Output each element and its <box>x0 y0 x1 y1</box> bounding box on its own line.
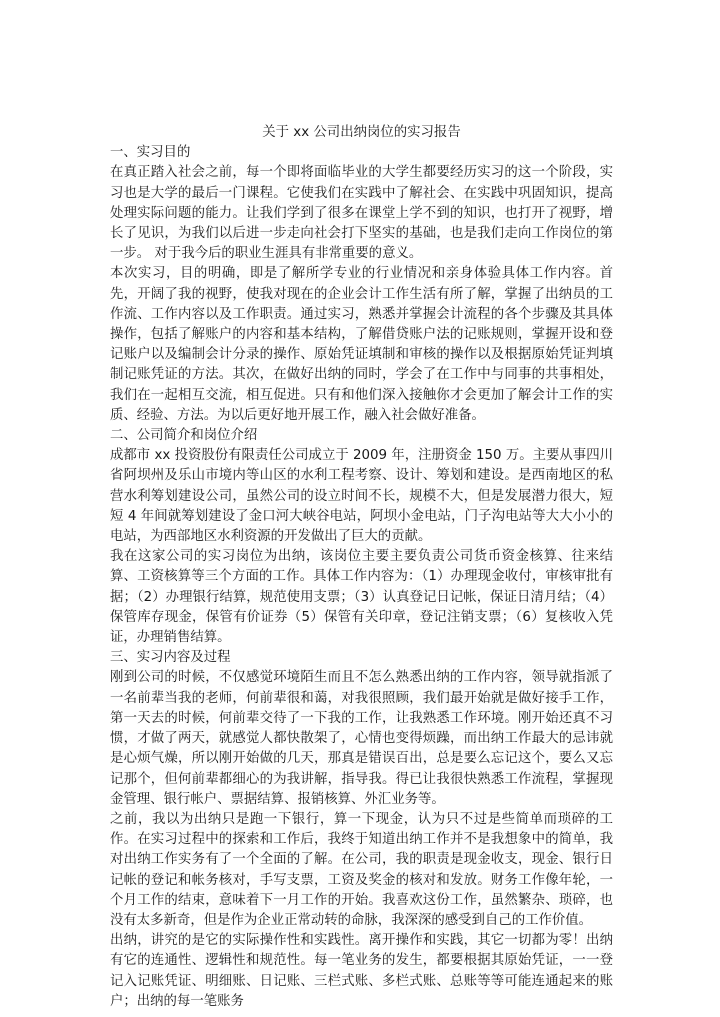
document-title: 关于 xx 公司出纳岗位的实习报告 <box>262 125 461 140</box>
paragraph-company-intro: 成都市 xx 投资股份有限责任公司成立于 2009 年，注册资金 150 万。主要从事四川省阿坝州及乐山市境内等山区的水利工程考察、设计、筹划和建设。是西南地区的私营水利筹划建设公司，虽然公司的设立时间不长，规模不大，但是发展潜力很大，短短 4 年间就筹划建设了金口河大峡谷电站，阿坝小金电站，门子沟电站等大大小小的电站，为西部地区水利资源的开发做出了巨大的贡献。 <box>110 448 613 545</box>
paragraph-purpose-1: 在真正踏入社会之前，每一个即将面临毕业的大学生都要经历实习的这一个阶段，实习也是大学的最后一门课程。它使我们在实践中了解社会、在实践中巩固知识，提高处理实际问题的能力。让我们学到了很多在课堂上学不到的知识，也打开了视野，增长了见识，为我们以后进一步走向社会打下坚实的基础，也是我们走向工作岗位的第一步。 对于我今后的职业生涯具有非常重要的意义。 <box>110 165 613 262</box>
section-heading-process: 三、实习内容及过程 <box>110 650 231 666</box>
section-heading-purpose: 一、实习目的 <box>110 145 191 161</box>
paragraph-process-2: 之前，我以为出纳只是跑一下银行，算一下现金，认为只不过是些简单而琐碎的工作。在实习过程中的探索和工作后，我终于知道出纳工作并不是我想象中的简单，我对出纳工作实务有了一个全面的了解。在公司，我的职责是现金收支，现金、银行日记帐的登记和帐务核对，手写支票，工资及奖金的核对和发放。财务工作像年轮，一个月工作的结束，意味着下一月工作的开始。我喜欢这份工作，虽然繁杂、琐碎，也没有太多新奇，但是作为企业正常动转的命脉，我深深的感受到自己的工作价值。 <box>110 811 613 928</box>
paragraph-process-3: 出纳，讲究的是它的实际操作性和实践性。离开操作和实践，其它一切都为零！出纳有它的连通性、逻辑性和规范性。每一笔业务的发生，都要根据其原始凭证，一一登记入记账凭证、明细账、日记账、三栏式账、多栏式账、总账等等可能连通起来的账户；出纳的每一笔账务 <box>110 933 613 1009</box>
section-heading-company: 二、公司简介和岗位介绍 <box>110 428 258 444</box>
document-page <box>110 123 613 1012</box>
paragraph-position-intro: 我在这家公司的实习岗位为出纳，该岗位主要主要负责公司货币资金核算、往来结算、工资核算等三个方面的工作。具体工作内容为：（1）办理现金收付，审核审批有据；（2）办理银行结算，规范使用支票；（3）认真登记日记帐，保证日清月结；（4）保管库存现金，保管有价证券（5）保管有关印章，登记注销支票；（6）复核收入凭证，办理销售结算。 <box>110 549 613 646</box>
paragraph-process-1: 刚到公司的时候，不仅感觉环境陌生而且不怎么熟悉出纳的工作内容，领导就指派了一名前辈当我的老师，何前辈很和蔼，对我很照顾，我们最开始就是做好接手工作，第一天去的时候，何前辈交待了一下我的工作，让我熟悉工作环境。刚开始还真不习惯，才做了两天，就感觉人都快散架了，心情也变得烦躁，而出纳工作最大的忌讳就是心烦气燥，所以刚开始做的几天，那真是错误百出，总是要么忘记这个，要么又忘记那个，但何前辈都细心的为我讲解，指导我。得已让我很快熟悉工作流程，掌握现金管理、银行帐户、票据结算、报销核算、外汇业务等。 <box>110 670 613 807</box>
paragraph-purpose-2: 本次实习，目的明确，即是了解所学专业的行业情况和亲身体验具体工作内容。首先，开阔了我的视野，使我对现在的企业会计工作生活有所了解，掌握了出纳员的工作流、工作内容以及工作职责。通过实习，熟悉并掌握会计流程的各个步骤及其具体操作，包括了解账户的内容和基本结构，了解借贷账户法的记账规则，掌握开设和登记账户以及编制会计分录的操作、原始凭证填制和审核的操作以及根据原始凭证判填制记账凭证的方法。其次，在做好出纳的同时，学会了在工作中与同事的共事相处，我们在一起相互交流，相互促进。只有和他们深入接触你才会更加了解会计工作的实质、经验、方法。为以后更好地开展工作，融入社会做好准备。 <box>110 266 613 423</box>
